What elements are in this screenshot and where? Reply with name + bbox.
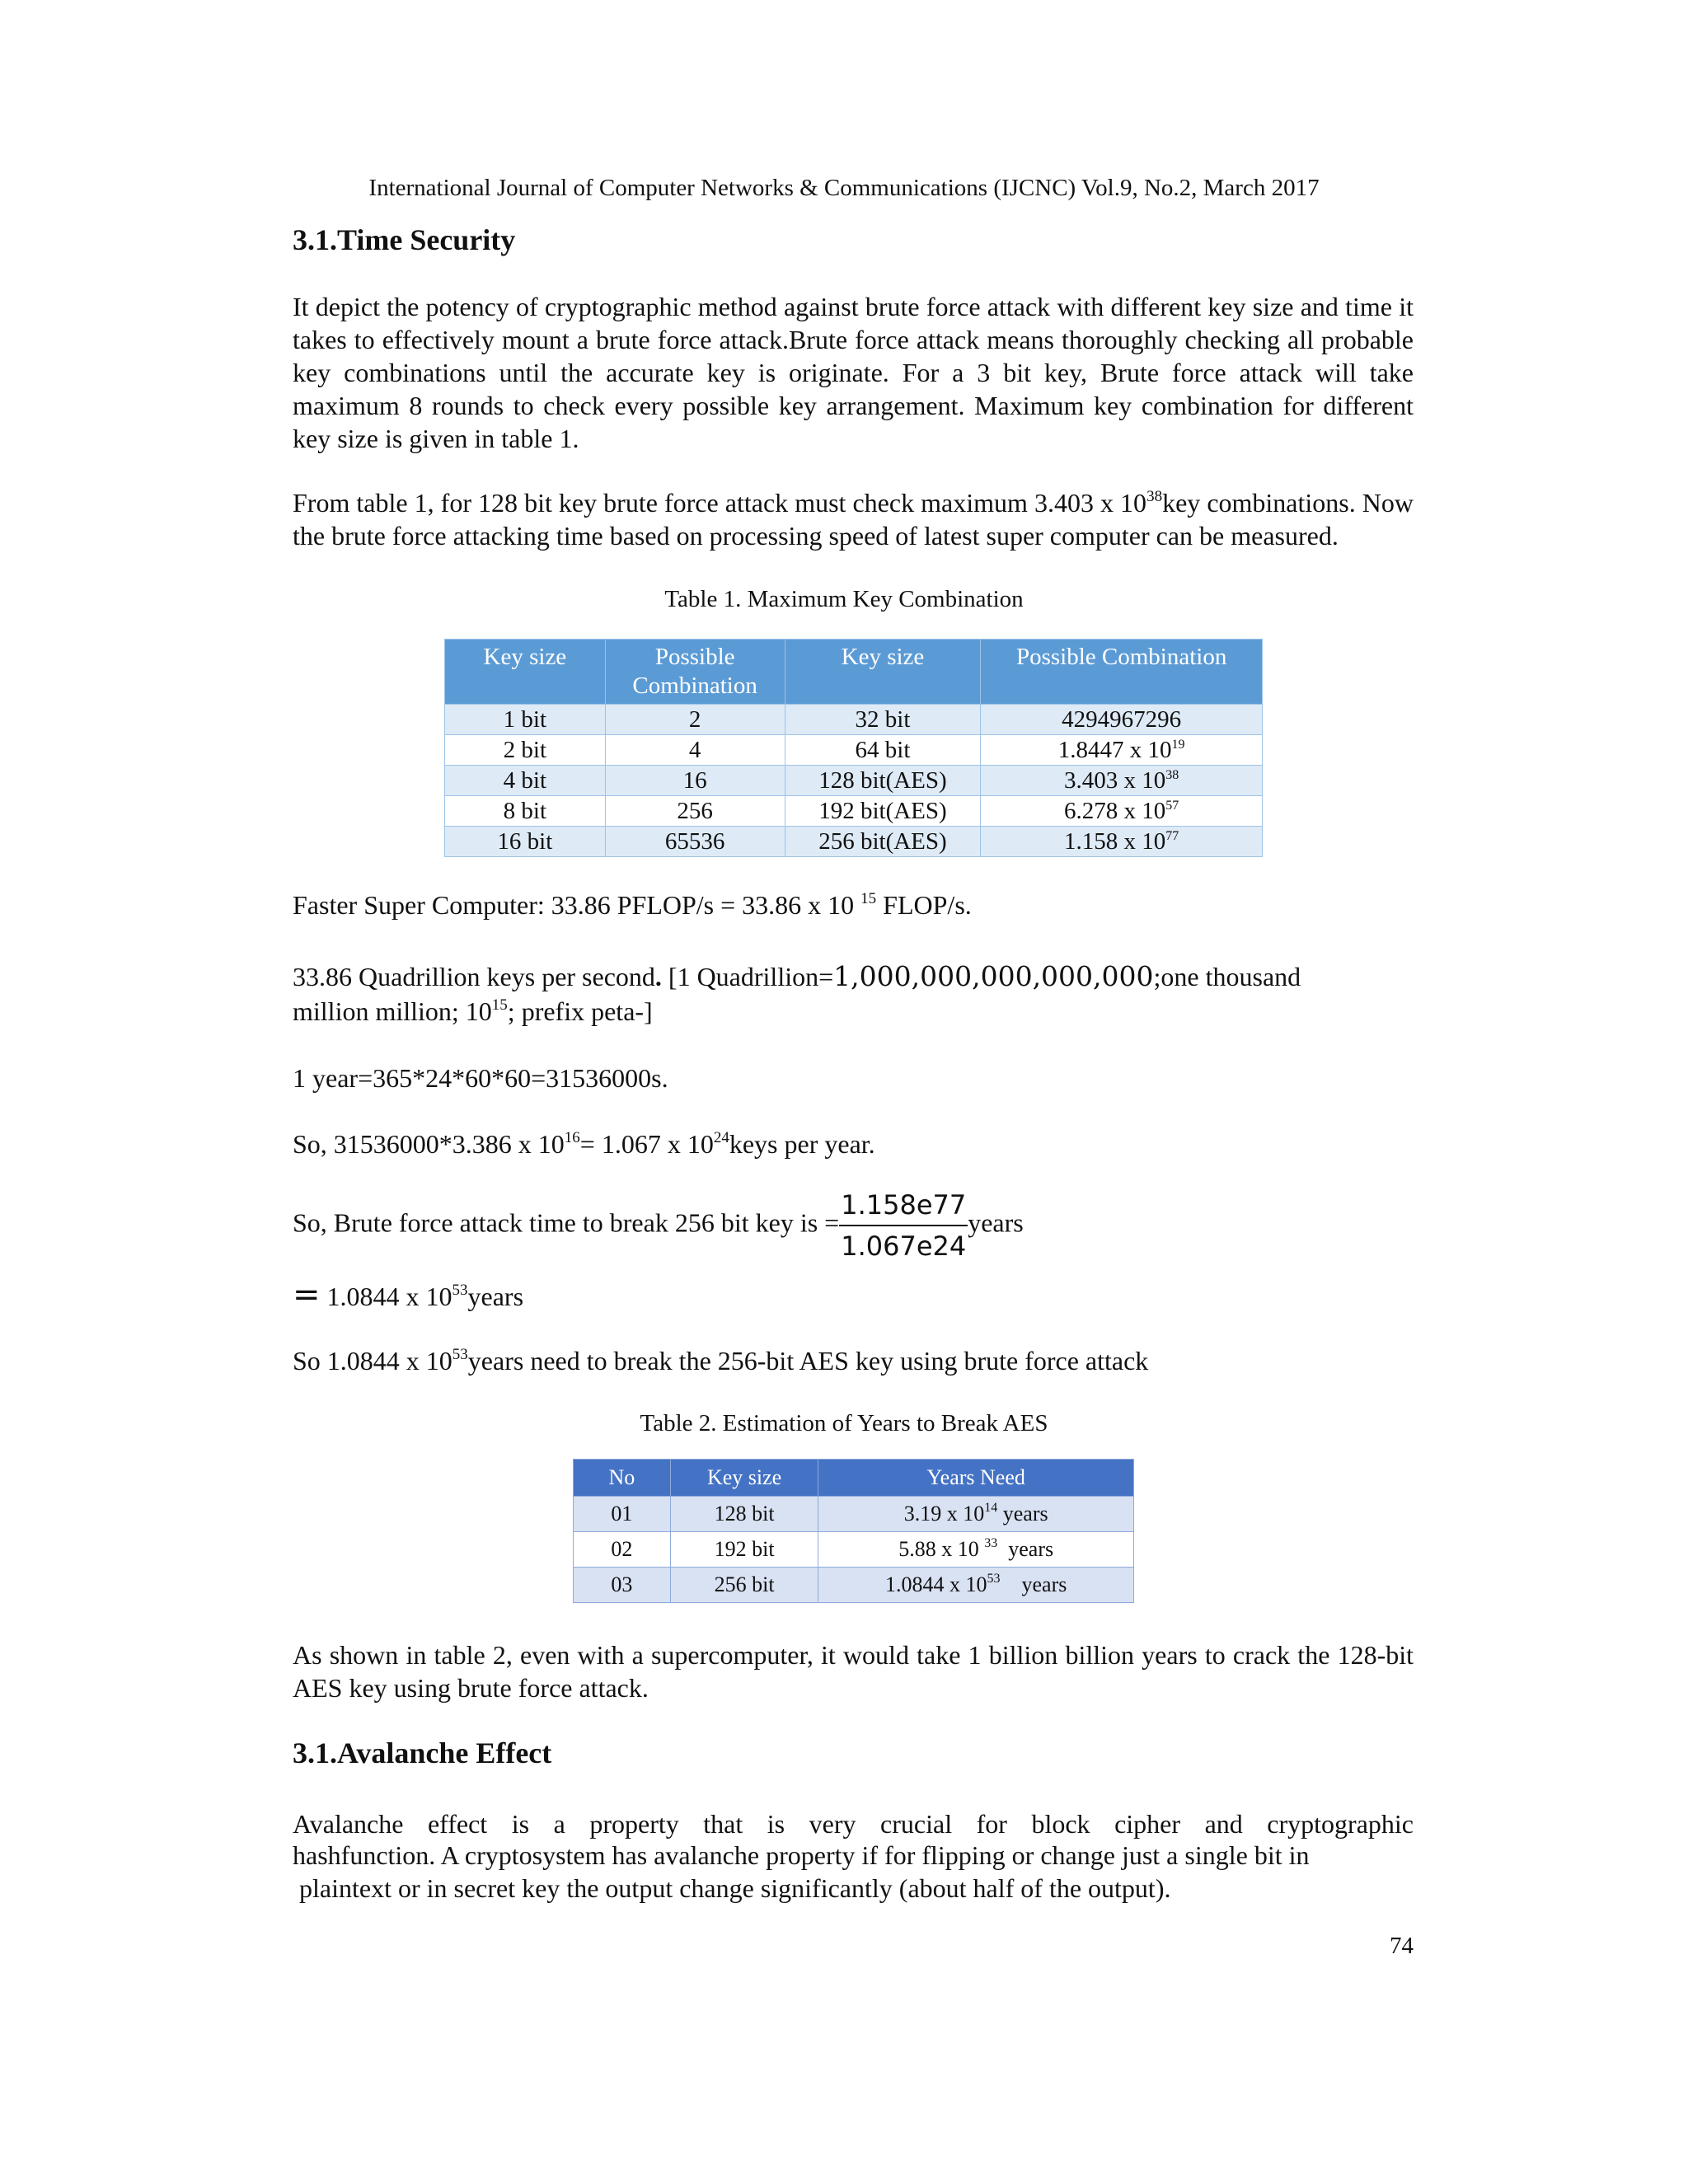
table-cell: 1.158 x $10^{77}$ xyxy=(981,827,1263,857)
table-cell: 256 bit xyxy=(670,1568,818,1603)
table1-header-key-size-2: Key size xyxy=(785,640,981,705)
table-row xyxy=(574,1532,1134,1568)
section-title-time-security: 3.1.Time Security xyxy=(293,223,516,256)
table-cell: 5.88 x 10 $^{33}$ years xyxy=(818,1532,1134,1568)
table-cell: 6.278 x $10^{57}$ xyxy=(981,796,1263,827)
paragraph-table2-summary: As shown in table 2, even with a supercomputer, it would take 1 billion billion years to crack the 128-bit AES key using brute force attack. xyxy=(293,1640,1414,1703)
table-cell: 256 bit(AES) xyxy=(785,827,981,857)
table-maximum-key-combination xyxy=(444,639,1263,857)
table-cell: 1.8447 x $10^{19}$ xyxy=(981,735,1263,766)
table-cell: 64 bit xyxy=(785,735,981,766)
table2-header-key-size: Key size xyxy=(670,1460,818,1497)
table-cell: 1 bit xyxy=(445,705,606,735)
table-cell: 2 xyxy=(605,705,785,735)
table-cell: 3.19 x $10^{14}$ years xyxy=(818,1497,1134,1532)
table-cell: 128 bit xyxy=(670,1497,818,1532)
table2-header-no: No xyxy=(574,1460,671,1497)
table-row xyxy=(445,735,1263,766)
avalanche-line-2: hashfunction. A cryptosystem has avalanche property if for flipping or change just a single bit in xyxy=(293,1840,1310,1870)
table-cell: 03 xyxy=(574,1568,671,1603)
journal-header: International Journal of Computer Networks & Communications (IJCNC) Vol.9, No.2, March 2017 xyxy=(368,175,1320,201)
table-cell: 01 xyxy=(574,1497,671,1532)
brute-force-conclusion: So 1.0844 x $10^{53}years$ need to break the 256-bit AES key using brute force attack xyxy=(293,1346,1149,1376)
table1-header-possible-combination: Possible Combination xyxy=(605,640,785,705)
table-cell: 16 bit xyxy=(445,827,606,857)
paragraph-brute-force-intro: It depict the potency of cryptographic method against brute force attack with different key size and time it takes to effectively mount a brute force attack.Brute force attack means thoroughly checking all probable key combinations until the accurate key is originate. For a 3 bit key, Brute force attack will take maximum 8 rounds to check every possible key arrangement. Maximum key combination for different key size is given in table 1. xyxy=(293,292,1414,453)
supercomputer-speed-line: Faster Super Computer: 33.86 PFLOP/s = 33.86 x 10 $^{15}$ FLOP/s. xyxy=(293,890,972,920)
table-row xyxy=(574,1497,1134,1532)
keys-per-year-line: So, 31536000*3.386 x $10^{16}= 1.067$ x $10^{24}keys$ per year. xyxy=(293,1129,875,1159)
fraction: $\frac{1.158e77}{1.067e24}$ xyxy=(839,1187,968,1264)
table2-caption: Table 2. Estimation of Years to Break AES xyxy=(640,1410,1048,1436)
table-cell: 16 xyxy=(605,766,785,796)
table-cell: 4 xyxy=(605,735,785,766)
table-row xyxy=(574,1568,1134,1603)
brute-force-time-formula: So, Brute force attack time to break 256 bit key is = $\frac{1.158e77}{1.067e24}$ years xyxy=(293,1187,1024,1264)
table-row xyxy=(445,827,1263,857)
paragraph-table1-reference: From table 1, for 128 bit key brute force attack must check maximum 3.403 x $10^{38}key$ combinations. Now the brute force attacking time based on processing speed of latest super computer can be measured. xyxy=(293,488,1414,551)
table-row xyxy=(445,705,1263,735)
brute-force-time-result: = 1.0844 x $10^{53}years$ xyxy=(293,1276,524,1314)
table-cell: 8 bit xyxy=(445,796,606,827)
table-cell: 4 bit xyxy=(445,766,606,796)
table-cell: 256 xyxy=(605,796,785,827)
table-years-to-break-aes xyxy=(573,1459,1134,1603)
table1-header-possible-combination-2: Possible Combination xyxy=(981,640,1263,705)
table2-header-years-need: Years Need xyxy=(818,1460,1134,1497)
table-cell: 1.0844 x $10^{53}$ years xyxy=(818,1568,1134,1603)
avalanche-line-1: Avalanche effect is a property that is very crucial for block cipher and cryptographic xyxy=(293,1809,1414,1839)
quadrillion-definition: 33.86 Quadrillion keys per second. [1 Quadrillion=1,000,000,000,000,000;one thousand million million; $10^{15}$; prefix peta-] xyxy=(293,960,1301,1026)
table-cell: 192 bit xyxy=(670,1532,818,1568)
table-row xyxy=(445,766,1263,796)
table1-caption: Table 1. Maximum Key Combination xyxy=(664,586,1024,612)
table-cell: 192 bit(AES) xyxy=(785,796,981,827)
year-seconds-line: 1 year=365*24*60*60=31536000s. xyxy=(293,1063,668,1093)
table-cell: 3.403 x $10^{38}$ xyxy=(981,766,1263,796)
table1-header-key-size: Key size xyxy=(445,640,606,705)
page-number: 74 xyxy=(1390,1933,1414,1959)
table-row xyxy=(445,796,1263,827)
table-cell: 02 xyxy=(574,1532,671,1568)
table-cell: 128 bit(AES) xyxy=(785,766,981,796)
table-cell: 2 bit xyxy=(445,735,606,766)
avalanche-line-3: plaintext or in secret key the output change significantly (about half of the output). xyxy=(293,1873,1171,1903)
table-cell: 65536 xyxy=(605,827,785,857)
table-cell: 4294967296 xyxy=(981,705,1263,735)
table-cell: 32 bit xyxy=(785,705,981,735)
section-title-avalanche-effect: 3.1.Avalanche Effect xyxy=(293,1736,552,1769)
